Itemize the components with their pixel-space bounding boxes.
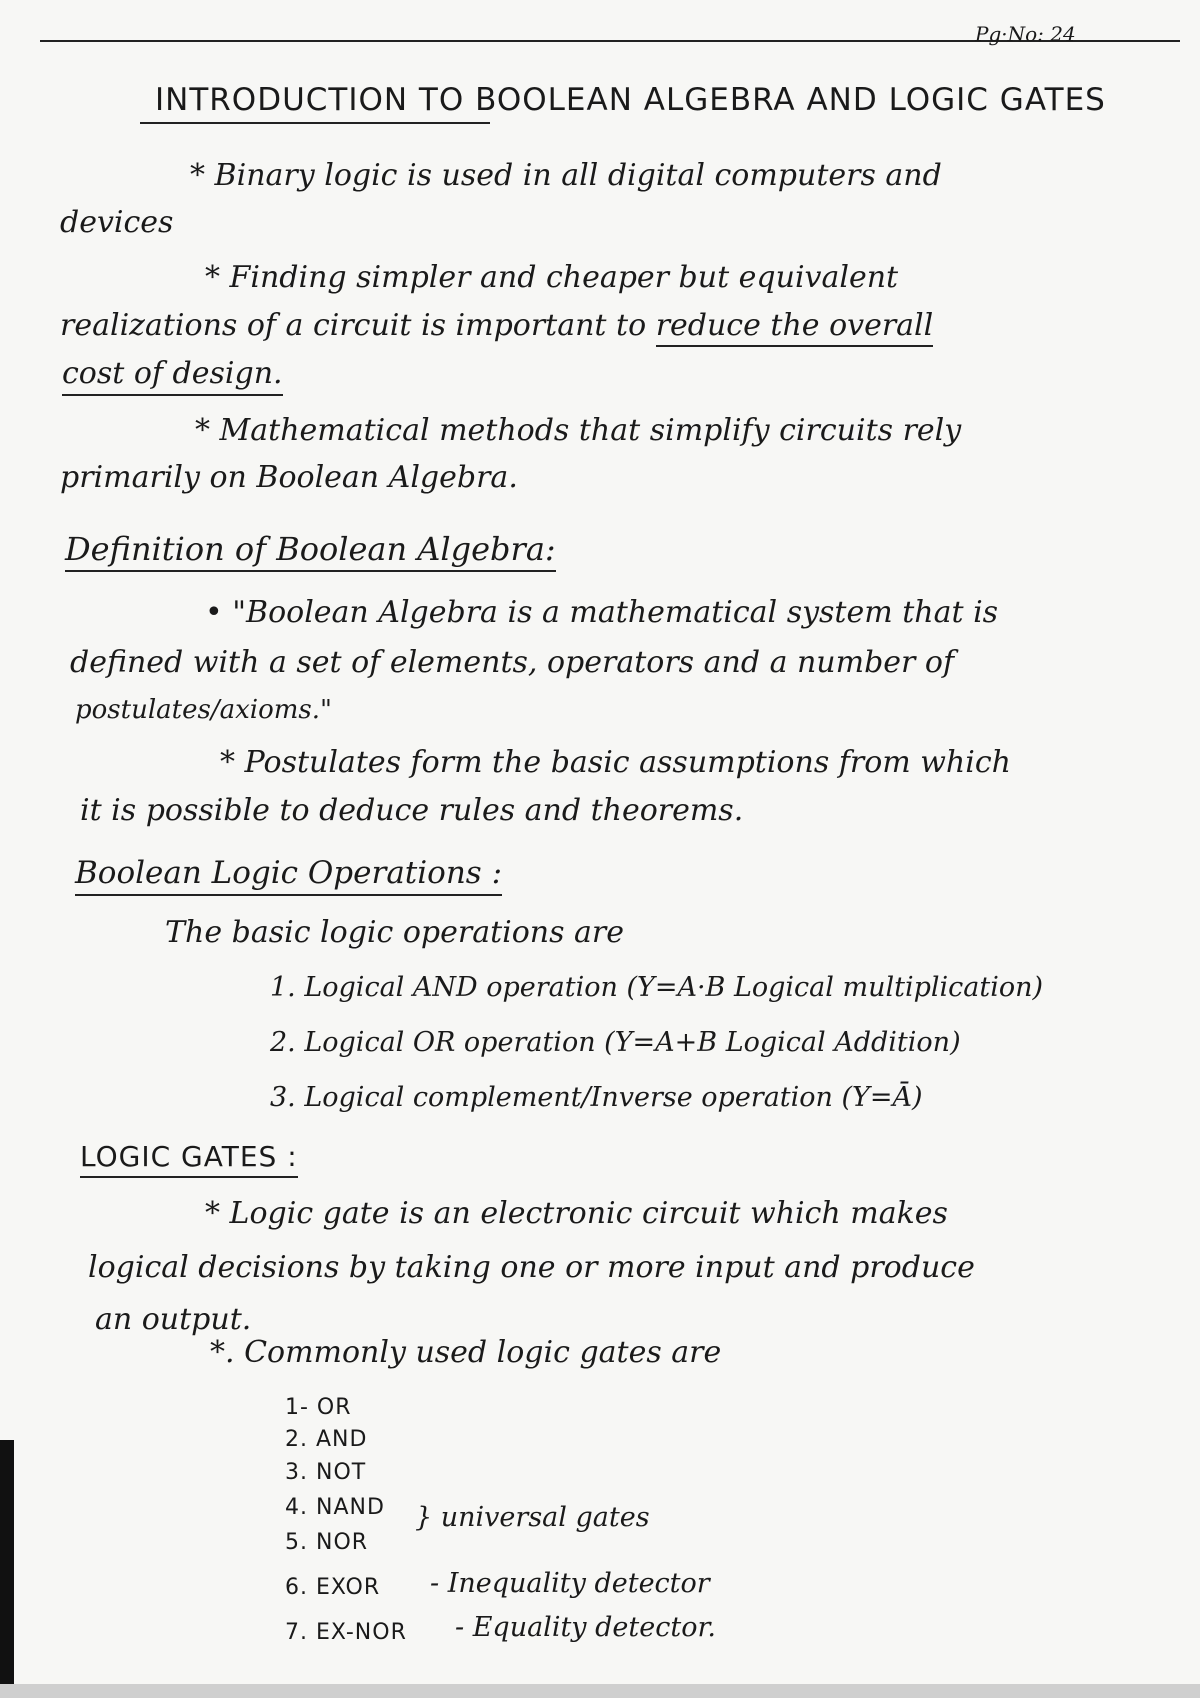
left-binding-edge [0,1440,14,1698]
gate-list-item: 7. EX-NOR [285,1620,407,1645]
gate-list-item: 4. NAND [285,1495,385,1520]
operation-item: 1. Logical AND operation (Y=A·B Logical multiplication) [270,972,1044,1003]
gate-list-item: 3. NOT [285,1460,367,1485]
gates-common-intro: *. Commonly used logic gates are [210,1335,722,1370]
gate-list-item: 5. NOR [285,1530,369,1555]
postulates-line1: * Postulates form the basic assumptions from which [220,745,1011,780]
definition-heading: Definition of Boolean Algebra: [65,530,556,572]
gate-list-item: 6. EXOR [285,1575,381,1600]
operations-heading: Boolean Logic Operations : [75,855,502,896]
underlined-phrase: reduce the overall [656,308,934,347]
intro-bullet-2-line2: realizations of a circuit is important to reduce the overall [60,308,933,344]
intro-bullet-1-line1: * Binary logic is used in all digital computers and [190,158,942,193]
gates-heading: LOGIC GATES : [80,1140,298,1178]
bottom-edge-shadow [0,1684,1200,1698]
operation-item: 3. Logical complement/Inverse operation (Y=Ā) [270,1082,923,1113]
gate-list-item: 2. AND [285,1427,368,1452]
postulates-line2: it is possible to deduce rules and theorems. [80,793,744,828]
exor-note: - Inequality detector [430,1568,710,1599]
gate-list-item: 1- OR [285,1395,352,1420]
definition-quote-line3: postulates/axioms." [75,695,332,725]
intro-bullet-3-line2: primarily on Boolean Algebra. [60,460,518,495]
operation-item: 2. Logical OR operation (Y=A+B Logical Addition) [270,1027,961,1058]
definition-quote-line2: defined with a set of elements, operators and a number of [70,645,955,680]
gates-def-line2: logical decisions by taking one or more input and produce [88,1250,975,1285]
intro-bullet-2-line3: cost of design. [62,356,283,396]
gates-def-line3: an output. [95,1302,252,1337]
intro-bullet-3-line1: * Mathematical methods that simplify circuits rely [195,413,962,448]
operations-intro: The basic logic operations are [165,915,625,950]
universal-gates-note: } universal gates [415,1502,650,1533]
definition-quote-line1: • "Boolean Algebra is a mathematical system that is [205,595,999,630]
page-title: INTRODUCTION TO BOOLEAN ALGEBRA AND LOGIC GATES [155,82,1106,118]
exnor-note: - Equality detector. [455,1612,716,1643]
page-number: Pg·No: 24 [975,22,1076,46]
intro-bullet-2-line1: * Finding simpler and cheaper but equivalent [205,260,899,295]
title-underline [140,122,490,124]
intro-bullet-1-line2: devices [60,205,174,240]
gates-def-line1: * Logic gate is an electronic circuit which makes [205,1196,948,1231]
